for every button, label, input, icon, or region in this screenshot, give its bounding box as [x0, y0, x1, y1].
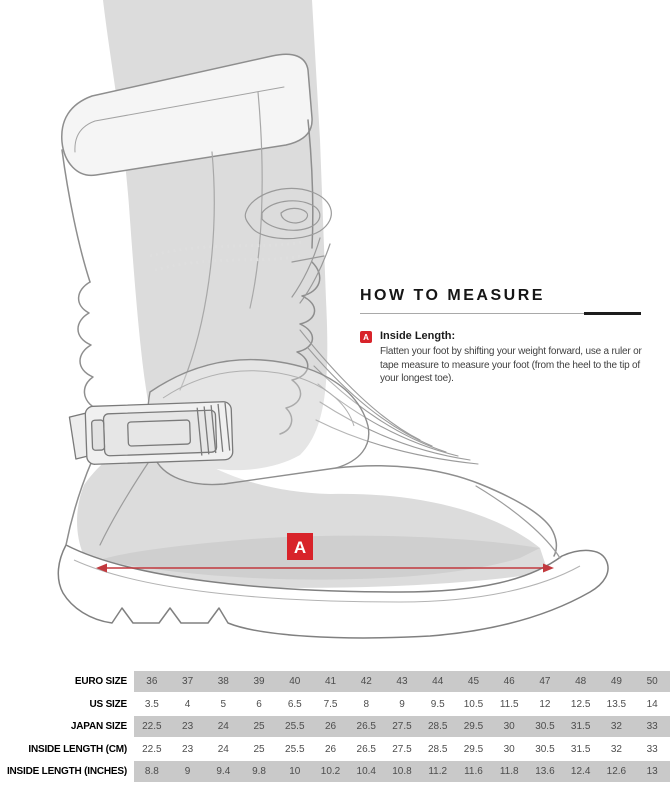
- row-values: [134, 671, 670, 692]
- size-cell: 6: [256, 698, 262, 710]
- size-cell: 30.5: [535, 721, 555, 732]
- size-cell: 12.6: [606, 766, 627, 777]
- size-cell: 24: [217, 721, 229, 732]
- size-cell: 10.5: [463, 698, 484, 710]
- size-cell: 12: [539, 698, 551, 710]
- size-cell: 30: [503, 743, 515, 755]
- size-cell: 9.8: [252, 766, 266, 777]
- size-cell: 49: [610, 676, 622, 687]
- size-cell: 31.5: [570, 721, 591, 732]
- table-row: [0, 694, 670, 715]
- size-cell: 8: [363, 698, 370, 710]
- size-cell: 33: [646, 743, 658, 755]
- size-cell: 11.2: [428, 766, 448, 777]
- size-cell: 30.5: [535, 743, 555, 755]
- size-cell: 26.5: [356, 721, 376, 732]
- row-label: INSIDE LENGTH (CM): [28, 743, 127, 755]
- measurement-marker-a: [287, 533, 313, 560]
- size-cell: 22.5: [142, 743, 162, 755]
- size-table: [0, 671, 670, 784]
- size-cell: 39: [253, 676, 265, 687]
- size-cell: 26.5: [356, 743, 376, 755]
- size-cell: 27.5: [392, 721, 412, 732]
- size-cell: 3.5: [144, 698, 159, 710]
- section-title: HOW TO MEASURE: [360, 287, 545, 304]
- size-cell: 42: [360, 676, 372, 687]
- table-row: [0, 761, 670, 782]
- size-cell: 23: [182, 743, 194, 755]
- size-cell: 50: [646, 676, 658, 687]
- size-cell: 27.5: [392, 743, 412, 755]
- size-cell: 47: [539, 676, 551, 687]
- size-cell: 6.5: [287, 698, 302, 710]
- row-label: INSIDE LENGTH (INCHES): [6, 766, 127, 777]
- size-cell: 25: [253, 721, 265, 732]
- row-values: [134, 761, 670, 782]
- size-cell: 11.5: [499, 698, 519, 710]
- size-cell: 9.5: [430, 698, 445, 710]
- size-cell: 45: [467, 676, 480, 687]
- size-cell: 32: [610, 721, 622, 732]
- size-cell: 22.5: [142, 721, 162, 732]
- buckle: [69, 402, 233, 466]
- row-label: EURO SIZE: [74, 676, 127, 687]
- size-cell: 33: [646, 721, 658, 732]
- row-values: [134, 694, 670, 715]
- size-cell: 12.4: [570, 766, 591, 777]
- size-cell: 10.2: [320, 766, 341, 777]
- size-cell: 25.5: [285, 721, 305, 732]
- table-row: [0, 739, 670, 760]
- size-cell: 48: [575, 676, 587, 687]
- size-cell: 37: [182, 676, 194, 687]
- size-cell: 38: [217, 676, 229, 687]
- size-cell: 12.5: [570, 698, 591, 710]
- size-cell: 13: [646, 766, 658, 777]
- size-cell: 31.5: [570, 743, 591, 755]
- size-cell: 43: [396, 676, 408, 687]
- size-cell: 41: [324, 676, 337, 687]
- size-cell: 32: [610, 743, 622, 755]
- step-a-badge: A: [360, 331, 372, 343]
- size-cell: 5: [220, 698, 227, 710]
- size-cell: 13.5: [606, 698, 627, 710]
- size-cell: 9: [184, 766, 191, 777]
- size-cell: 7.5: [323, 698, 338, 710]
- size-cell: 14: [646, 698, 658, 710]
- size-cell: 8.8: [144, 766, 159, 777]
- size-cell: 30: [503, 721, 515, 732]
- title-underline: [360, 312, 641, 317]
- size-cell: 26: [324, 743, 337, 755]
- table-row: [0, 716, 670, 737]
- size-cell: 11.8: [499, 766, 519, 777]
- size-cell: 44: [432, 676, 444, 687]
- row-values: [134, 739, 670, 760]
- size-cell: 10.4: [356, 766, 376, 777]
- size-cell: 11.6: [464, 766, 483, 777]
- step-label: Inside Length:: [380, 330, 456, 342]
- table-row: [0, 671, 670, 692]
- size-cell: 25: [253, 743, 265, 755]
- size-cell: 23: [182, 721, 194, 732]
- row-values: [134, 716, 670, 737]
- size-cell: 9: [399, 698, 405, 710]
- row-label: US SIZE: [89, 698, 127, 710]
- size-cell: 13.6: [535, 766, 555, 777]
- measure-step: [360, 330, 641, 343]
- step-description: Flatten your foot by shifting your weight forward, use a ruler or tape measure to measure your foot (from the heel to the tip of your longest toe).: [380, 346, 642, 384]
- size-cell: 4: [184, 698, 191, 710]
- size-cell: 10: [289, 766, 301, 777]
- size-cell: 9.4: [216, 766, 231, 777]
- size-cell: 26: [324, 721, 337, 732]
- size-cell: 25.5: [285, 743, 305, 755]
- row-label: JAPAN SIZE: [70, 721, 127, 732]
- size-cell: 24: [217, 743, 229, 755]
- size-cell: 28.5: [427, 743, 448, 755]
- size-cell: 28.5: [427, 721, 448, 732]
- how-to-measure-section: [360, 287, 641, 386]
- size-cell: 40: [289, 676, 301, 687]
- size-cell: 36: [146, 676, 158, 687]
- size-cell: 29.5: [463, 743, 484, 755]
- size-cell: 46: [503, 676, 515, 687]
- size-cell: 10.8: [392, 766, 412, 777]
- marker-letter: A: [293, 538, 307, 557]
- size-cell: 29.5: [463, 721, 484, 732]
